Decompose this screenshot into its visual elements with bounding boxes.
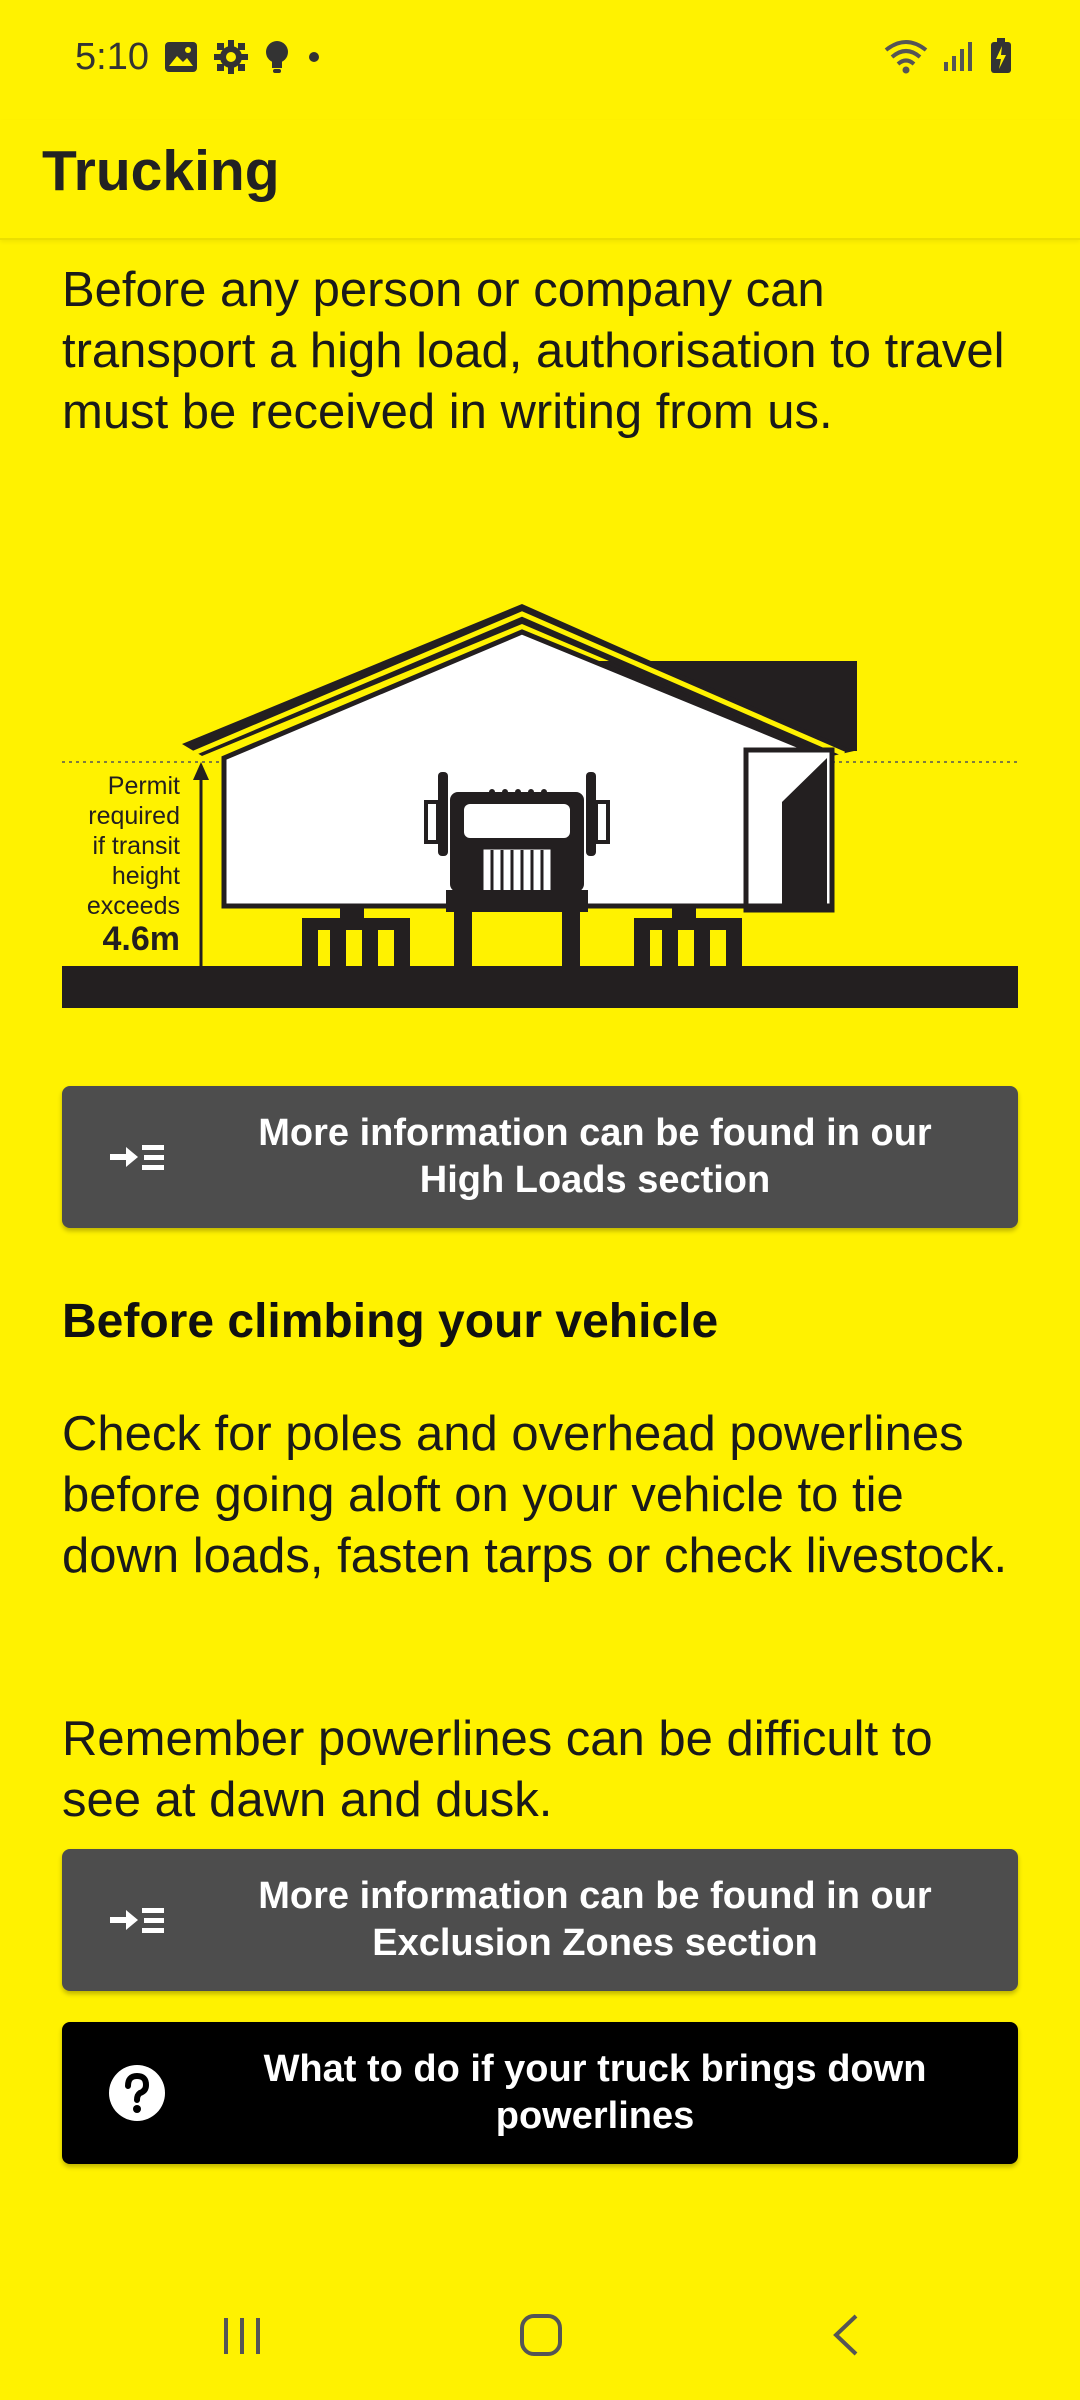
lightbulb-icon [264,40,290,74]
powerlines-down-button-label: What to do if your truck brings down powerlines [263,2048,927,2137]
wifi-icon [884,38,928,74]
image-icon [164,41,198,73]
high-load-illustration [62,596,1018,1012]
navigate-arrow-icon [106,1889,168,1951]
home-icon[interactable] [518,2312,564,2358]
permit-label-line-1: Permit [107,772,180,800]
section-para-1: Check for poles and overhead powerlines before going aloft on your vehicle to tie down loads, fasten tarps or check livestock. [62,1407,1008,1583]
status-bar [0,0,1080,120]
permit-label-line-4: height [111,862,180,890]
exclusion-zones-button-label: More information can be found in our Exclusion Zones section [258,1875,932,1964]
navigate-arrow-icon [106,1126,168,1188]
permit-label-line-3: if transit [92,832,180,860]
back-icon[interactable] [826,2312,866,2358]
height-value: 4.6m [102,920,180,958]
exclusion-zones-button[interactable] [62,1849,1018,1991]
high-loads-button-label: More information can be found in our High Loads section [258,1112,932,1201]
help-icon [106,2062,168,2124]
permit-label-line-2: required [88,802,180,830]
signal-icon [942,40,976,72]
dot-icon [306,49,322,65]
section-para-2: Remember powerlines can be difficult to see at dawn and dusk. [62,1712,933,1827]
battery-icon [990,38,1012,74]
app-bar [0,120,1080,240]
system-nav-bar [0,2270,1080,2400]
status-time: 5:10 [75,36,149,78]
powerlines-down-button[interactable] [62,2022,1018,2164]
section-heading: Before climbing your vehicle [62,1295,719,1348]
high-loads-button[interactable] [62,1086,1018,1228]
page-title: Trucking [42,139,280,203]
gear-icon [214,40,248,74]
intro-text: Before any person or company can transport a high load, authorisation to travel must be received in writing from us. [62,263,1005,439]
permit-label-line-5: exceeds [86,892,180,920]
recent-apps-icon[interactable] [220,2314,264,2358]
